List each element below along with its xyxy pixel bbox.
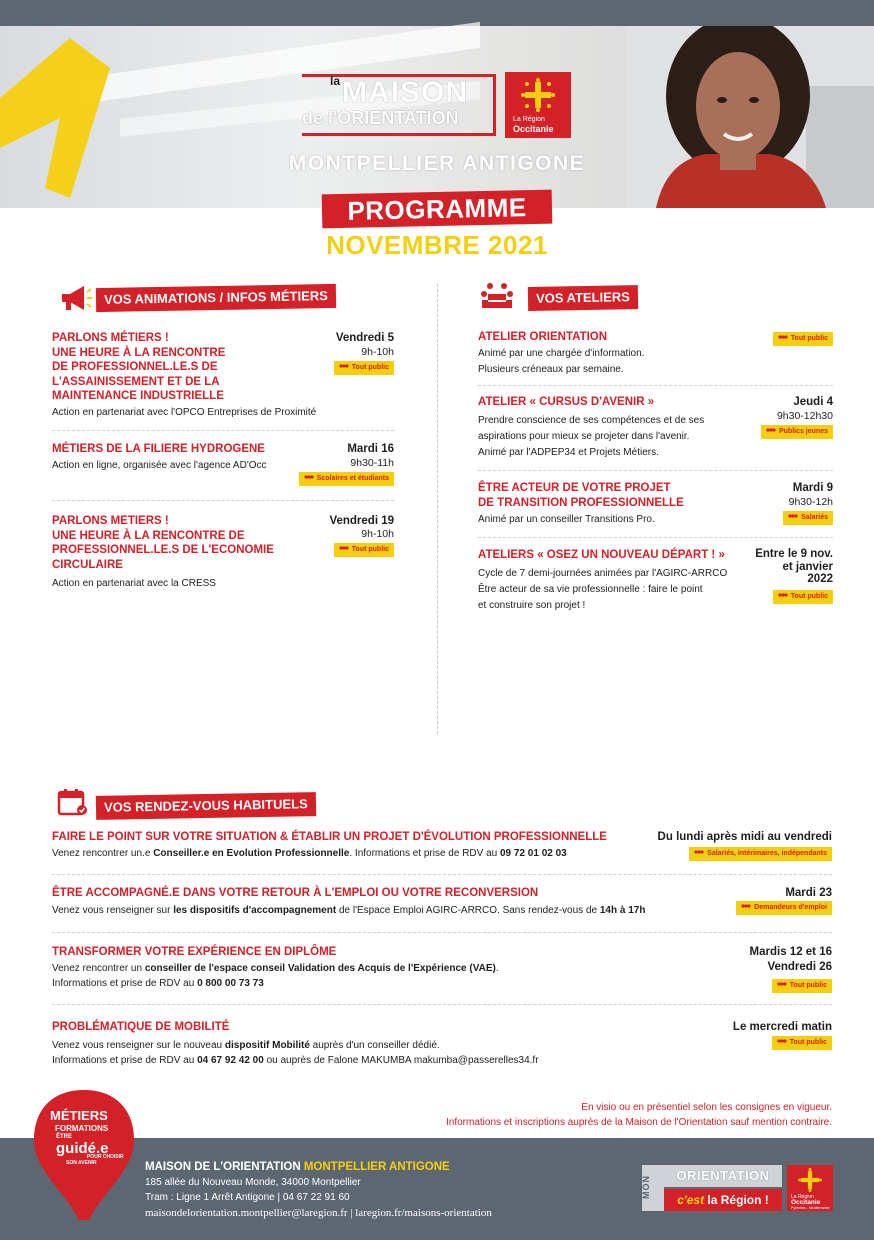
region-label-line3: Pyrénées - Méditerranée <box>791 1206 830 1210</box>
people-icon <box>766 427 776 433</box>
region-label-line2: Occitanie <box>791 1199 821 1206</box>
audience-tag <box>783 511 833 525</box>
site-name: MONTPELLIER ANTIGONE <box>288 152 586 175</box>
footer-email-link[interactable]: maisondelorientation.montpellier@laregion.fr <box>145 1207 348 1219</box>
desc-bold: Conseiller.e en Evolution Professionnelle <box>153 848 350 859</box>
item-divider <box>52 874 832 875</box>
woman-photo <box>626 26 874 208</box>
event-date: Entre le 9 nov. et janvier 2022 <box>755 548 833 585</box>
atelier-item <box>478 330 833 380</box>
event-time: 9h-10h <box>361 346 394 358</box>
event-title: ÊTRE ACTEUR DE VOTRE PROJET DE TRANSITION PROFESSIONNELLE <box>478 482 684 509</box>
maison-orientation-logo <box>302 70 496 140</box>
footer-link-separator: | <box>347 1207 356 1219</box>
footer-address: 185 allée du Nouveau Monde, 34000 Montpellier <box>145 1177 361 1188</box>
people-icon <box>778 592 788 598</box>
audience-tag-label: Tout public <box>790 593 828 600</box>
people-icon <box>741 903 751 909</box>
event-description-line2 <box>52 976 264 992</box>
region-label-line1: La Région <box>791 1194 814 1200</box>
desc-text: Venez vous renseigner sur <box>52 905 174 916</box>
la-region-label: la Région ! <box>704 1193 769 1207</box>
event-title: ATELIERS « OSEZ UN NOUVEAU DÉPART ! » <box>478 549 725 561</box>
audience-tag <box>761 425 833 439</box>
desc-text: ou auprès de Falone MAKUMBA makumba@passerelles34.fr <box>263 1055 539 1066</box>
audience-tag <box>772 1036 832 1050</box>
event-title: ÊTRE ACCOMPAGNÉ.E DANS VOTRE RETOUR À L'EMPLOI OU VOTRE RECONVERSION <box>52 887 539 899</box>
event-date: Du lundi après midi au vendredi <box>657 831 832 843</box>
desc-bold: 04 67 92 42 00 <box>197 1055 264 1066</box>
event-time: 9h30-12h <box>788 496 833 508</box>
event-title: PARLONS MÉTIERS ! UNE HEURE À LA RENCONTRE DE PROFESSIONNEL.LE.S DE L'ASSAINISSEMENT ET DE LA MAINTENANCE INDUSTRIELLE <box>52 332 226 403</box>
animation-item <box>52 514 394 594</box>
event-description <box>52 903 645 919</box>
badge-line4: guidé.e <box>56 1140 109 1157</box>
footer-links <box>145 1207 492 1219</box>
month-title: NOVEMBRE 2021 <box>326 230 548 260</box>
event-date: Jeudi 4 <box>793 396 833 408</box>
audience-tag <box>772 979 832 993</box>
event-description: Cycle de 7 demi-journées animées par l'AGIRC-ARRCO Être acteur de sa vie professionnelle : faire le point et construire son projet ! <box>478 568 728 611</box>
atelier-item <box>478 548 833 618</box>
event-description <box>52 846 567 862</box>
logo-maison-word: MAISON <box>342 76 468 109</box>
people-icon <box>777 1038 787 1044</box>
desc-text: de l'Espace Emploi AGIRC-ARRCO. Sans rendez-vous de <box>336 905 600 916</box>
audience-tag <box>736 901 832 915</box>
event-time: 9h30-12h30 <box>776 410 833 422</box>
people-icon <box>339 545 349 551</box>
footer-name <box>145 1161 450 1173</box>
animation-item <box>52 331 394 426</box>
rdv-item <box>52 945 832 997</box>
event-description: Animé par un conseiller Transitions Pro. <box>478 514 655 525</box>
item-divider <box>52 932 832 933</box>
region-label-line2: Occitanie <box>513 124 554 134</box>
desc-text: . Informations et prise de RDV au <box>349 848 500 859</box>
top-band <box>0 0 874 26</box>
event-date: Mardi 16 <box>347 443 394 455</box>
event-date: Mardi 23 <box>785 887 832 899</box>
event-title: FAIRE LE POINT SUR VOTRE SITUATION & ÉTABLIR UN PROJET D'ÉVOLUTION PROFESSIONNELLE <box>52 831 607 843</box>
event-description-line2 <box>52 1053 539 1069</box>
audience-tag <box>334 361 394 375</box>
desc-bold: 0 800 00 73 73 <box>197 978 264 989</box>
rdv-section-title: VOS RENDEZ-VOUS HABITUELS <box>96 792 316 820</box>
people-icon <box>778 334 788 340</box>
rdv-item <box>52 830 832 870</box>
logo-orientation-word: de l'ORIENTATION <box>302 108 459 128</box>
group-meeting-icon <box>480 282 514 310</box>
desc-text: Informations et prise de RDV au <box>52 978 198 989</box>
people-icon <box>788 513 798 519</box>
atelier-item <box>478 395 833 465</box>
occitan-cross-icon <box>798 1168 822 1192</box>
event-description: Animé par une chargée d'information. Plusieurs créneaux par semaine. <box>478 348 645 375</box>
event-date: Le mercredi matin <box>732 1021 832 1033</box>
column-divider <box>437 284 438 734</box>
region-occitanie-logo-footer <box>787 1165 833 1211</box>
event-description <box>52 961 499 977</box>
occitan-cross-icon <box>521 78 555 112</box>
people-icon <box>339 363 349 369</box>
rdv-item <box>52 1020 832 1072</box>
event-title: ATELIER ORIENTATION <box>478 331 608 343</box>
calendar-icon <box>56 788 90 816</box>
item-divider <box>478 537 833 538</box>
yellow-chevron-shape <box>0 38 140 208</box>
mon-label: MON <box>641 1175 651 1199</box>
region-label-line1: La Région <box>513 116 545 123</box>
footer-name-part1: MAISON DE L'ORIENTATION <box>145 1161 304 1173</box>
badge-line5: POUR CHOISIR <box>87 1154 124 1160</box>
event-title: PROBLÉMATIQUE DE MOBILITÉ <box>52 1021 230 1033</box>
desc-bold: conseiller de l'espace conseil Validation des Acquis de l'Expérience (VAE) <box>144 963 496 974</box>
audience-tag <box>334 543 394 557</box>
orientation-label: ORIENTATION <box>676 1168 770 1183</box>
event-title: ATELIER « CURSUS D'AVENIR » <box>478 396 655 408</box>
atelier-item <box>478 481 833 531</box>
desc-bold: les dispositifs d'accompagnement <box>173 905 337 916</box>
event-time: 9h-10h <box>361 528 394 540</box>
animations-section-title: VOS ANIMATIONS / INFOS MÉTIERS <box>96 284 336 312</box>
audience-tag-label: Tout public <box>789 1039 827 1046</box>
event-date: Mardis 12 et 16 Vendredi 26 <box>749 946 832 973</box>
audience-tag-label: Tout public <box>351 364 389 371</box>
badge-line2: FORMATIONS <box>55 1124 109 1133</box>
cest-label: c'est <box>677 1193 705 1207</box>
audience-tag-label: Scolaires et étudiants <box>316 475 389 482</box>
badge-line6: SON AVENIR <box>66 1160 97 1166</box>
desc-bold: 09 72 01 02 03 <box>499 848 567 859</box>
audience-tag <box>299 472 394 486</box>
cest-la-region-box <box>664 1189 782 1211</box>
badge-line1: MÉTIERS <box>50 1108 108 1123</box>
item-divider <box>478 385 833 386</box>
audience-tag-label: Demandeurs d'emploi <box>754 904 827 911</box>
programme-banner: PROGRAMME <box>322 190 553 229</box>
event-date: Mardi 9 <box>792 482 833 494</box>
item-divider <box>52 430 394 431</box>
desc-text: Venez rencontrer un.e <box>52 848 154 859</box>
event-description: Prendre conscience de ses compétences et de ses aspirations pour mieux se projeter dans l'avenir. Animé par l'ADPEP34 et Projets Métiers. <box>478 415 705 458</box>
note-line2: Informations et inscriptions auprès de la Maison de l'Orientation sauf mention contraire. <box>446 1117 832 1128</box>
item-divider <box>52 1004 832 1005</box>
audience-tag <box>773 590 833 604</box>
audience-tag <box>689 847 832 861</box>
mon-label-box <box>642 1165 664 1211</box>
event-description: Action en partenariat avec l'OPCO Entreprises de Proximité <box>52 407 317 418</box>
event-description <box>52 1038 440 1054</box>
event-title: MÉTIERS DE LA FILIERE HYDROGENE <box>52 443 265 455</box>
ateliers-section-title: VOS ATELIERS <box>528 285 638 311</box>
event-title: TRANSFORMER VOTRE EXPÉRIENCE EN DIPLÔME <box>52 946 337 958</box>
audience-tag <box>773 332 833 346</box>
people-icon <box>304 474 314 480</box>
desc-bold: 14h à 17h <box>599 905 646 916</box>
desc-text: auprès d'un conseiller dédié. <box>309 1040 440 1051</box>
orientation-label-box <box>664 1165 782 1187</box>
footer-tram: Tram : Ligne 1 Arrêt Antigone | 04 67 22 91 60 <box>145 1192 350 1203</box>
item-divider <box>52 500 394 501</box>
people-icon <box>694 849 704 855</box>
event-description: Action en ligne, organisée avec l'agence AD'Occ <box>52 460 267 471</box>
event-title: PARLONS METIERS ! UNE HEURE À LA RENCONTRE DE PROFESSIONNEL.LE.S DE L'ECONOMIE CIRCULAIRE <box>52 515 274 571</box>
desc-bold: dispositif Mobilité <box>224 1040 310 1051</box>
audience-tag-label: Salariés, intérimaires, indépendants <box>707 850 827 857</box>
event-time: 9h30-11h <box>350 457 394 469</box>
desc-text: Venez rencontrer un <box>52 963 145 974</box>
audience-tag-label: Salariés <box>801 514 828 521</box>
desc-text: . <box>495 963 499 974</box>
audience-tag-label: Tout public <box>789 982 827 989</box>
megaphone-icon <box>58 284 92 312</box>
animation-item <box>52 442 394 492</box>
audience-tag-label: Tout public <box>790 335 828 342</box>
footer-site-link[interactable]: laregion.fr/maisons-orientation <box>355 1207 492 1219</box>
item-divider <box>478 470 833 471</box>
region-occitanie-logo <box>505 72 571 138</box>
audience-tag-label: Publics jeunes <box>778 428 828 435</box>
event-description: Action en partenariat avec la CRESS <box>52 578 216 589</box>
event-date: Vendredi 5 <box>335 332 394 344</box>
people-icon <box>777 981 787 987</box>
logo-la: la <box>330 74 341 88</box>
desc-text: Venez vous renseigner sur le nouveau <box>52 1040 225 1051</box>
event-date: Vendredi 19 <box>329 515 394 527</box>
note-line1: En visio ou en présentiel selon les consignes en vigueur. <box>581 1102 832 1113</box>
badge-line3: ÊTRE <box>56 1134 73 1140</box>
footer-name-part2: MONTPELLIER ANTIGONE <box>303 1161 450 1173</box>
desc-text: Informations et prise de RDV au <box>52 1055 198 1066</box>
rdv-item <box>52 886 832 926</box>
audience-tag-label: Tout public <box>351 546 389 553</box>
